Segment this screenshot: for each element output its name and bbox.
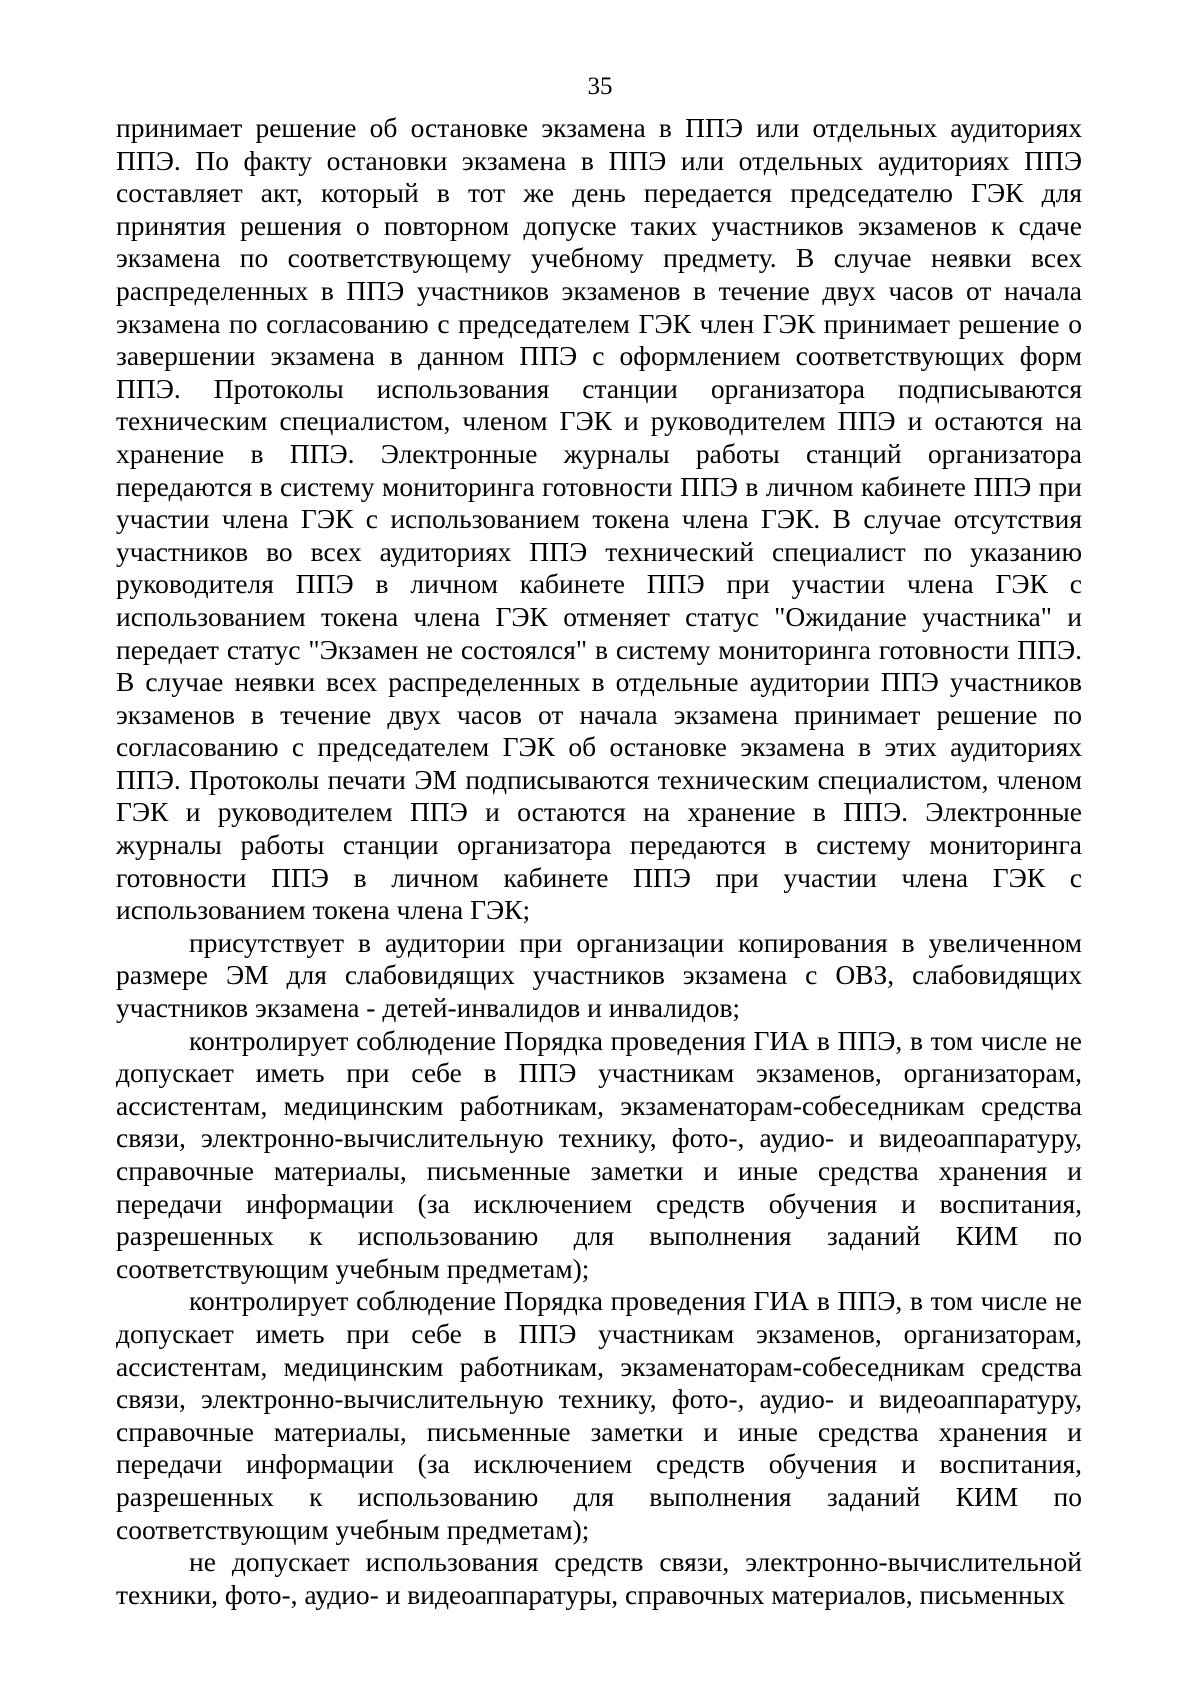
paragraph-controls-procedure-1: контролирует соблюдение Порядка проведения ГИА в ППЭ, в том числе не допускает иметь при себе в ППЭ участникам экзаменов, организаторам, ассистентам, медицинским работникам, экзаменаторам-собеседникам средства связи, электронно-вычислительную технику, фото-, аудио- и видеоаппаратуру, справочные материалы, письменные заметки и иные средства хранения и передачи информации (за исключением средств обучения и воспитания, разрешенных к использованию для выполнения заданий КИМ по соответствующим учебным предметам); (116, 1024, 1082, 1284)
document-body (116, 112, 1082, 1611)
paragraph-continued: принимает решение об остановке экзамена в ППЭ или отдельных аудиториях ППЭ. По факту остановки экзамена в ППЭ или отдельных аудиториях ППЭ составляет акт, который в тот же день передается председателю ГЭК для принятия решения о повторном допуске таких участников экзаменов к сдаче экзамена по соответствующему учебному предмету. В случае неявки всех распределенных в ППЭ участников экзаменов в течение двух часов от начала экзамена по согласованию с председателем ГЭК член ГЭК принимает решение о завершении экзамена в данном ППЭ с оформлением соответствующих форм ППЭ. Протоколы использования станции организатора подписываются техническим специалистом, членом ГЭК и руководителем ППЭ и остаются на хранение в ППЭ. Электронные журналы работы станций организатора передаются в систему мониторинга готовности ППЭ в личном кабинете ППЭ при участии члена ГЭК с использованием токена члена ГЭК. В случае отсутствия участников во всех аудиториях ППЭ технический специалист по указанию руководителя ППЭ в личном кабинете ППЭ при участии члена ГЭК с использованием токена члена ГЭК отменяет статус "Ожидание участника" и передает статус "Экзамен не состоялся" в систему мониторинга готовности ППЭ. В случае неявки всех распределенных в отдельные аудитории ППЭ участников экзаменов в течение двух часов от начала экзамена принимает решение по согласованию с председателем ГЭК об остановке экзамена в этих аудиториях ППЭ. Протоколы печати ЭМ подписываются техническим специалистом, членом ГЭК и руководителем ППЭ и остаются на хранение в ППЭ. Электронные журналы работы станции организатора передаются в систему мониторинга готовности ППЭ в личном кабинете ППЭ при участии члена ГЭК с использованием токена члена ГЭК; (116, 112, 1082, 926)
paragraph-copying-enlarged: присутствует в аудитории при организации копирования в увеличенном размере ЭМ для слабовидящих участников экзамена с ОВЗ, слабовидящих участников экзамена - детей-инвалидов и инвалидов; (116, 926, 1082, 1024)
paragraph-prohibits-devices: не допускает использования средств связи, электронно-вычислительной техники, фото-, аудио- и видеоаппаратуры, справочных материалов, письменных (116, 1546, 1082, 1610)
paragraph-controls-procedure-2: контролирует соблюдение Порядка проведения ГИА в ППЭ, в том числе не допускает иметь при себе в ППЭ участникам экзаменов, организаторам, ассистентам, медицинским работникам, экзаменаторам-собеседникам средства связи, электронно-вычислительную технику, фото-, аудио- и видеоаппаратуру, справочные материалы, письменные заметки и иные средства хранения и передачи информации (за исключением средств обучения и воспитания, разрешенных к использованию для выполнения заданий КИМ по соответствующим учебным предметам); (116, 1285, 1082, 1545)
page-number: 35 (587, 73, 613, 100)
